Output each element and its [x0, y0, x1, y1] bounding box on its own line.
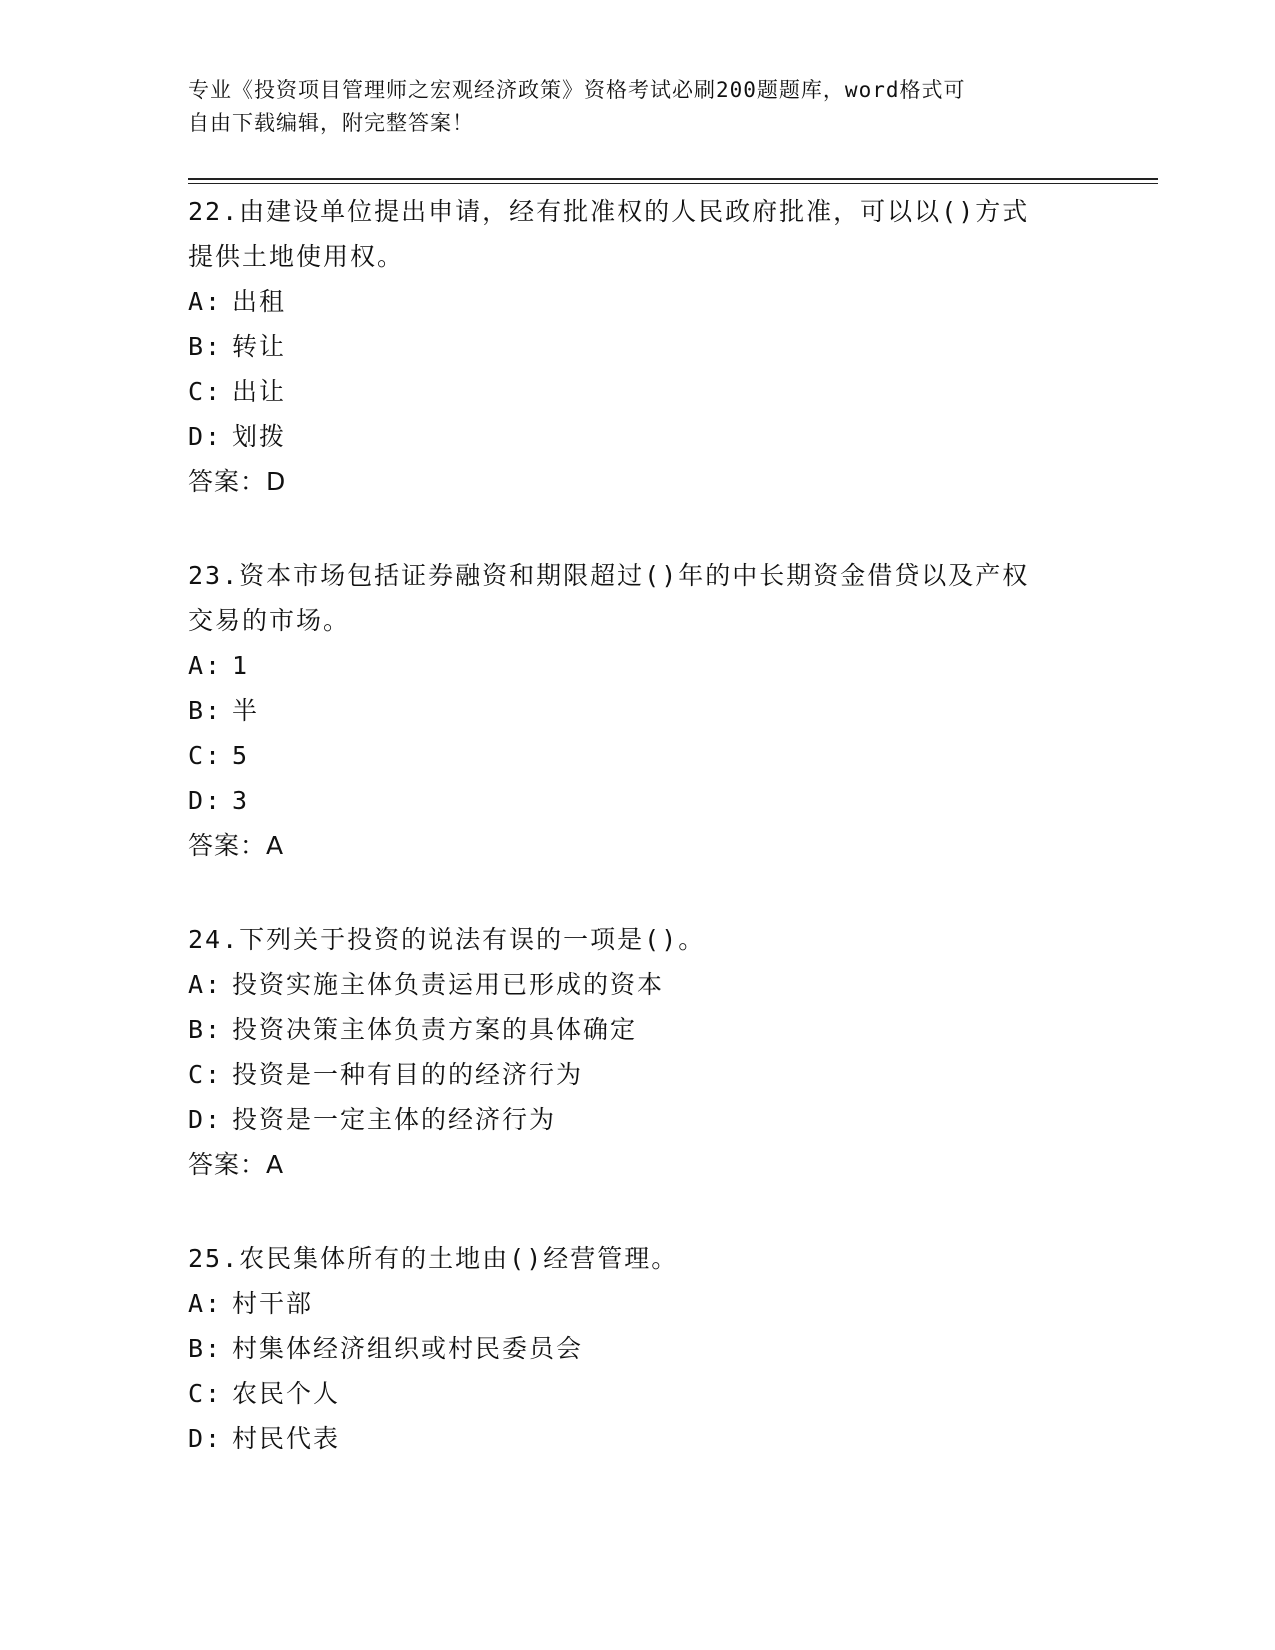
option-a	[188, 279, 1088, 324]
option-letter: A:	[188, 287, 223, 316]
option-text: 投资是一种有目的的经济行为	[232, 1060, 584, 1089]
option-letter: B:	[188, 1334, 223, 1363]
question-22	[188, 189, 1088, 504]
question-stem-line-2: 交易的市场。	[188, 606, 351, 635]
option-letter: D:	[188, 1105, 223, 1134]
option-c	[188, 1052, 1088, 1097]
option-d	[188, 1416, 1088, 1461]
question-stem-line-1: 22.由建设单位提出申请，经有批准权的人民政府批准，可以以()方式	[188, 197, 1030, 226]
option-text: 半	[232, 696, 260, 725]
option-letter: B:	[188, 332, 223, 361]
option-letter: D:	[188, 422, 223, 451]
option-text: 转让	[232, 332, 287, 361]
option-text: 投资决策主体负责方案的具体确定	[232, 1015, 638, 1044]
question-stem-line-1: 25.农民集体所有的土地由()经营管理。	[188, 1244, 679, 1273]
option-c	[188, 1371, 1088, 1416]
question-stem-line-1: 24.下列关于投资的说法有误的一项是()。	[188, 925, 706, 954]
question-stem-line-2: 提供土地使用权。	[188, 242, 405, 271]
option-letter: C:	[188, 1060, 223, 1089]
option-d	[188, 778, 1088, 823]
option-text: 村集体经济组织或村民委员会	[232, 1334, 584, 1363]
option-letter: C:	[188, 377, 223, 406]
option-text: 投资是一定主体的经济行为	[232, 1105, 557, 1134]
option-letter: B:	[188, 1015, 223, 1044]
answer-label: 答案：D	[188, 467, 287, 496]
document-header	[188, 74, 1088, 140]
option-letter: D:	[188, 786, 223, 815]
option-text: 投资实施主体负责运用已形成的资本	[232, 970, 665, 999]
question-stem-line-1: 23.资本市场包括证券融资和期限超过()年的中长期资金借贷以及产权	[188, 561, 1030, 590]
option-letter: A:	[188, 970, 223, 999]
question-24	[188, 917, 1088, 1187]
option-letter: C:	[188, 741, 223, 770]
option-letter: B:	[188, 696, 223, 725]
option-text: 3	[232, 786, 250, 815]
option-b	[188, 324, 1088, 369]
option-c	[188, 369, 1088, 414]
header-divider-thick	[188, 178, 1158, 180]
header-divider-thin	[188, 183, 1158, 184]
option-a	[188, 643, 1088, 688]
option-b	[188, 688, 1088, 733]
option-letter: D:	[188, 1424, 223, 1453]
option-b	[188, 1007, 1088, 1052]
option-a	[188, 1281, 1088, 1326]
option-text: 村民代表	[232, 1424, 341, 1453]
answer-label: 答案：A	[188, 1150, 285, 1179]
header-line-1: 专业《投资项目管理师之宏观经济政策》资格考试必刷200题题库，word格式可	[188, 78, 966, 102]
header-line-2: 自由下载编辑，附完整答案！	[188, 111, 474, 135]
option-c	[188, 733, 1088, 778]
option-b	[188, 1326, 1088, 1371]
option-text: 划拨	[232, 422, 287, 451]
option-letter: A:	[188, 1289, 223, 1318]
question-25	[188, 1236, 1088, 1461]
answer-label: 答案：A	[188, 831, 285, 860]
option-text: 5	[232, 741, 250, 770]
option-a	[188, 962, 1088, 1007]
option-letter: A:	[188, 651, 223, 680]
option-d	[188, 1097, 1088, 1142]
option-d	[188, 414, 1088, 459]
option-text: 村干部	[232, 1289, 314, 1318]
option-text: 出租	[232, 287, 287, 316]
option-text: 出让	[232, 377, 287, 406]
option-text: 1	[232, 651, 250, 680]
option-letter: C:	[188, 1379, 223, 1408]
option-text: 农民个人	[232, 1379, 341, 1408]
question-23	[188, 553, 1088, 868]
